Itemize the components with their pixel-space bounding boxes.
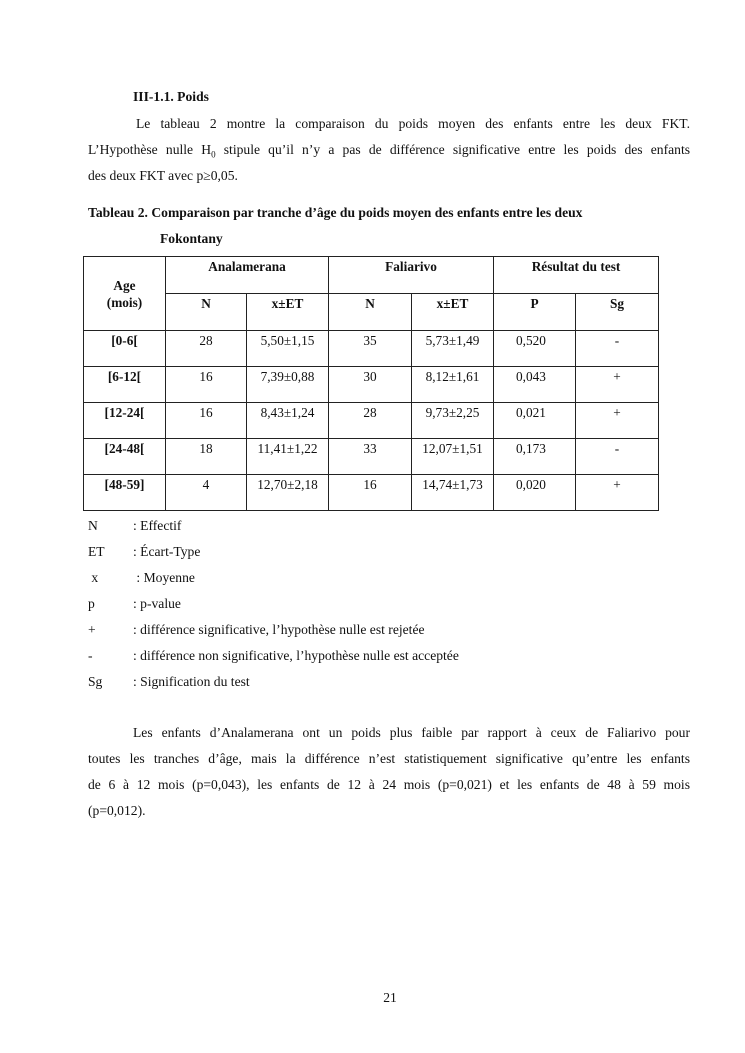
cell-n2: 33	[329, 439, 412, 475]
cell-m2: 8,12±1,61	[412, 367, 494, 403]
legend-item	[88, 622, 425, 638]
intro-text: stipule qu’il n’y a pas de différence significative entre les poids des enfants	[215, 142, 691, 157]
cell-sg: -	[576, 331, 659, 367]
legend-desc: : différence significative, l’hypothèse nulle est rejetée	[133, 622, 425, 637]
section-heading: III-1.1. Poids	[133, 89, 209, 104]
conclusion-line-3: de 6 à 12 mois (p=0,043), les enfants de 12 à 24 mois (p=0,021) et les enfants de 48 à 59 mois	[88, 777, 690, 792]
legend-item	[88, 596, 181, 612]
legend-key: x	[88, 570, 99, 585]
intro-line-2	[88, 142, 690, 163]
legend-key: -	[88, 648, 93, 663]
cell-sg: +	[576, 403, 659, 439]
cell-n2: 30	[329, 367, 412, 403]
cell-n2: 28	[329, 403, 412, 439]
table-caption-line-2: Fokontany	[160, 231, 223, 246]
column-header: x±ET	[412, 294, 494, 331]
cell-m2: 12,07±1,51	[412, 439, 494, 475]
legend-item	[88, 518, 181, 534]
intro-text: L’Hypothèse nulle H	[88, 142, 212, 157]
age-label: Age	[113, 277, 136, 293]
table-row	[84, 367, 659, 403]
intro-line-3: des deux FKT avec p≥0,05.	[88, 168, 238, 183]
column-header: x±ET	[247, 294, 329, 331]
conclusion-line-4: (p=0,012).	[88, 803, 146, 818]
cell-sg: +	[576, 367, 659, 403]
legend-desc: : Signification du test	[133, 674, 250, 689]
cell-n1: 4	[166, 475, 247, 511]
table-row	[84, 475, 659, 511]
cell-m1: 12,70±2,18	[247, 475, 329, 511]
weight-comparison-table	[83, 256, 659, 511]
cell-n1: 16	[166, 367, 247, 403]
legend-key: p	[88, 596, 95, 611]
legend-desc: : p-value	[133, 596, 181, 611]
legend-desc: : différence non significative, l’hypothèse nulle est acceptée	[133, 648, 459, 663]
column-header: P	[494, 294, 576, 331]
table-row	[84, 403, 659, 439]
cell-m2: 14,74±1,73	[412, 475, 494, 511]
cell-m1: 11,41±1,22	[247, 439, 329, 475]
legend-item	[88, 544, 200, 560]
cell-p: 0,020	[494, 475, 576, 511]
conclusion-line-2: toutes les tranches d’âge, mais la différence n’est statistiquement significative qu’entre les enfants	[88, 751, 690, 766]
cell-n1: 16	[166, 403, 247, 439]
cell-m2: 5,73±1,49	[412, 331, 494, 367]
cell-age: [24-48[	[84, 439, 166, 475]
legend-item	[88, 648, 459, 664]
cell-p: 0,173	[494, 439, 576, 475]
cell-n2: 16	[329, 475, 412, 511]
legend-desc: : Effectif	[133, 518, 182, 533]
table-caption-line-1: Tableau 2. Comparaison par tranche d’âge du poids moyen des enfants entre les deux	[88, 205, 583, 220]
age-header	[84, 257, 166, 331]
legend-desc: : Écart-Type	[133, 544, 201, 559]
cell-sg: +	[576, 475, 659, 511]
cell-m1: 7,39±0,88	[247, 367, 329, 403]
cell-n1: 18	[166, 439, 247, 475]
cell-age: [48-59]	[84, 475, 166, 511]
legend-key: N	[88, 518, 98, 533]
legend-key: +	[88, 622, 96, 637]
table-row	[84, 331, 659, 367]
age-unit: (mois)	[106, 294, 143, 310]
cell-m1: 8,43±1,24	[247, 403, 329, 439]
legend-key: ET	[88, 544, 105, 559]
cell-age: [6-12[	[84, 367, 166, 403]
cell-m2: 9,73±2,25	[412, 403, 494, 439]
column-header: N	[166, 294, 247, 331]
legend-item	[88, 570, 195, 586]
cell-age: [12-24[	[84, 403, 166, 439]
cell-p: 0,520	[494, 331, 576, 367]
group-header: Analamerana	[166, 257, 329, 294]
legend-key: Sg	[88, 674, 103, 689]
subscript: 0	[211, 149, 216, 160]
intro-line-1: Le tableau 2 montre la comparaison du poids moyen des enfants entre les deux FKT.	[136, 116, 690, 131]
column-header: N	[329, 294, 412, 331]
cell-sg: -	[576, 439, 659, 475]
page-number: 21	[383, 990, 397, 1005]
legend-item	[88, 674, 250, 690]
cell-p: 0,021	[494, 403, 576, 439]
group-header: Faliarivo	[329, 257, 494, 294]
legend-desc: : Moyenne	[133, 570, 195, 585]
group-header: Résultat du test	[494, 257, 659, 294]
cell-n1: 28	[166, 331, 247, 367]
cell-m1: 5,50±1,15	[247, 331, 329, 367]
table-row	[84, 439, 659, 475]
column-header: Sg	[576, 294, 659, 331]
cell-age: [0-6[	[84, 331, 166, 367]
cell-p: 0,043	[494, 367, 576, 403]
cell-n2: 35	[329, 331, 412, 367]
conclusion-line-1: Les enfants d’Analamerana ont un poids plus faible par rapport à ceux de Faliarivo pour	[133, 725, 690, 740]
